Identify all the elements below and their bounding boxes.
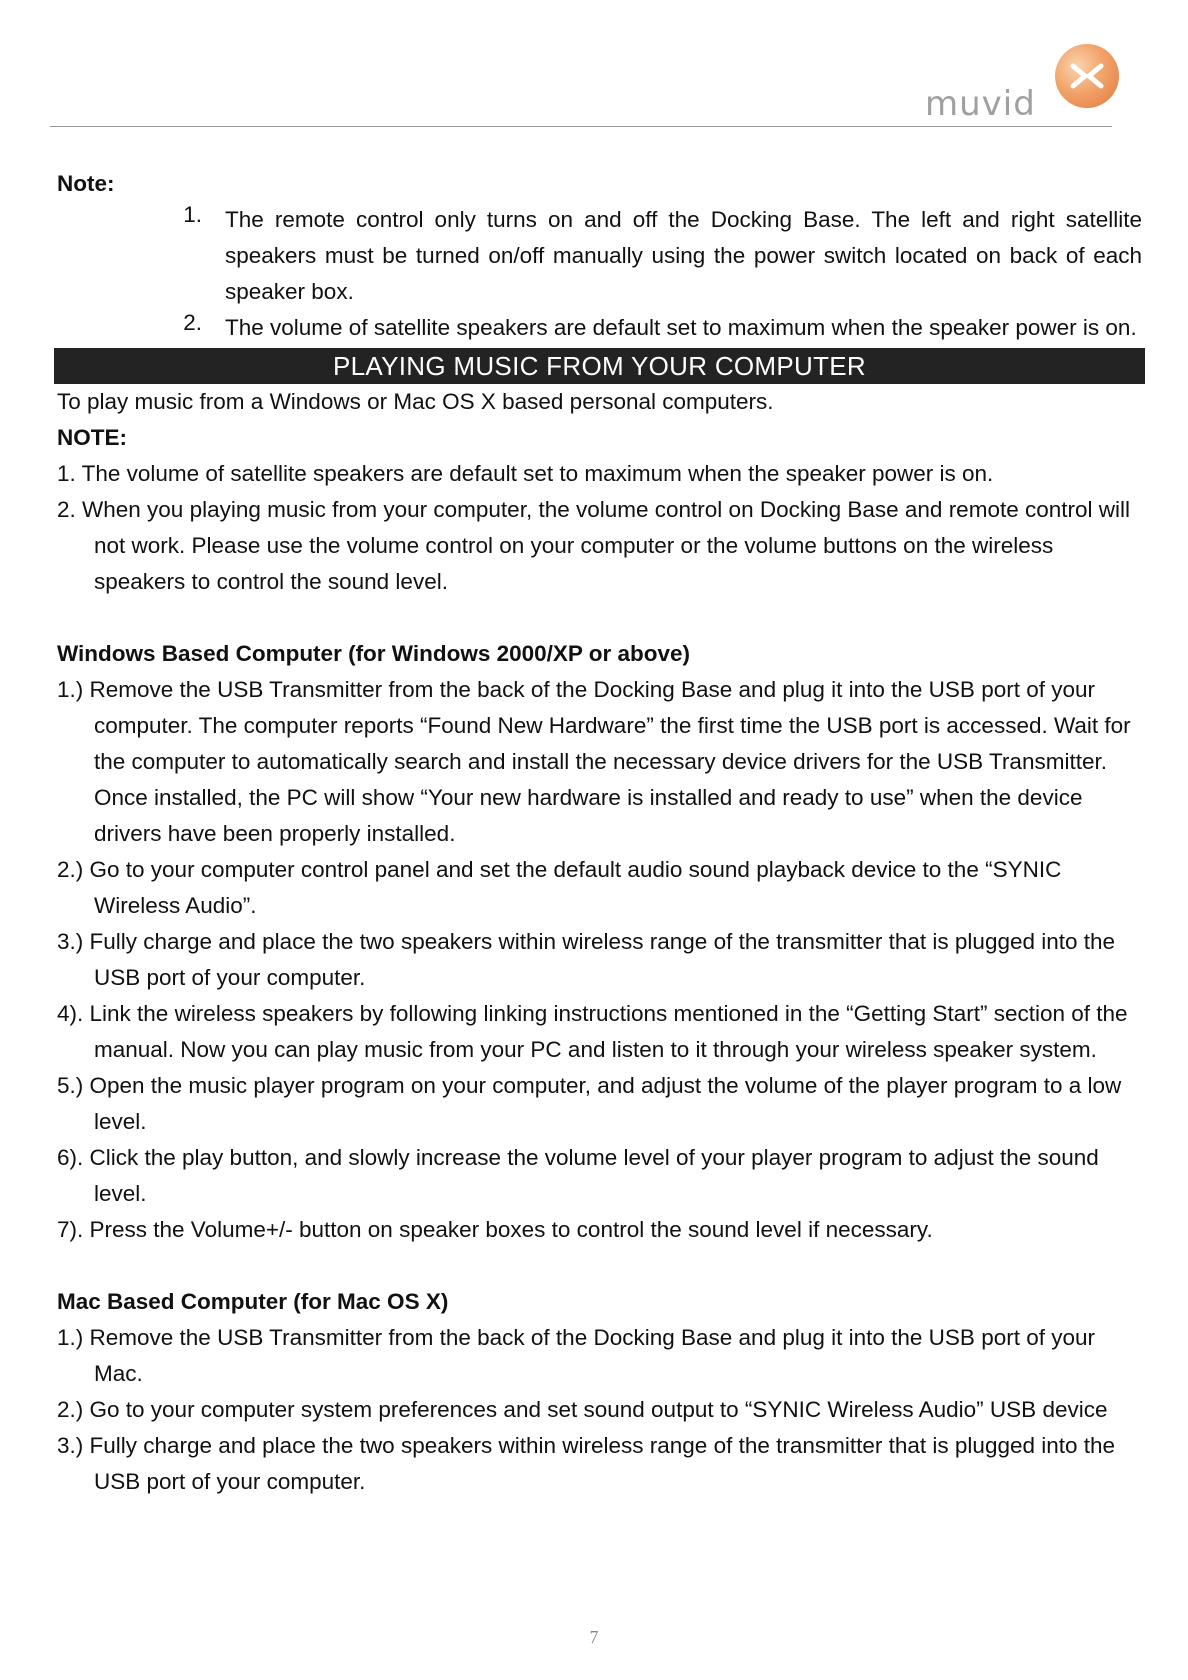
windows-step: 7). Press the Volume+/- button on speaker boxes to control the sound level if necessary. [57, 1217, 933, 1242]
mac-step: 3.) Fully charge and place the two speakers within wireless range of the transmitter that is plugged into the USB port of your computer. [57, 1433, 1116, 1494]
note-item: 2. The volume of satellite speakers are default set to maximum when the speaker power is on. [183, 310, 1137, 340]
logo-emblem-icon [1055, 44, 1119, 108]
windows-step: 6). Click the play button, and slowly increase the volume level of your player program to adjust the sound level. [57, 1145, 1099, 1206]
mac-step: 2.) Go to your computer system preferences and set sound output to “SYNIC Wireless Audio” USB device [57, 1397, 1108, 1422]
section-heading-banner: PLAYING MUSIC FROM YOUR COMPUTER [54, 348, 1145, 384]
page-content [57, 166, 1142, 1500]
windows-step: 1.) Remove the USB Transmitter from the back of the Docking Base and plug it into the USB port of your computer. The computer reports “Found New Hardware” the first time the USB port is accessed. Wait for the computer to automatically search and install the necessary device drivers for the USB Transmitter. Once installed, the PC will show “Your new hardware is installed and ready to use” when the device drivers have been properly installed. [57, 677, 1131, 846]
mac-step: 1.) Remove the USB Transmitter from the back of the Docking Base and plug it into the USB port of your Mac. [57, 1325, 1095, 1386]
windows-step: 5.) Open the music player program on your computer, and adjust the volume of the player program to a low level. [57, 1073, 1122, 1134]
muvid-logo [925, 42, 1125, 122]
header-divider [50, 126, 1112, 127]
note-title: Note: [57, 171, 115, 196]
windows-heading: Windows Based Computer (for Windows 2000/XP or above) [57, 641, 691, 666]
mac-heading: Mac Based Computer (for Mac OS X) [57, 1289, 449, 1314]
windows-step: 2.) Go to your computer control panel and set the default audio sound playback device to the “SYNIC Wireless Audio”. [57, 857, 1062, 918]
windows-step: 4). Link the wireless speakers by following linking instructions mentioned in the “Getting Start” section of the manual. Now you can play music from your PC and listen to it through your wireless speaker system. [57, 1001, 1128, 1062]
section-intro: To play music from a Windows or Mac OS X based personal computers. [57, 389, 774, 414]
windows-step: 3.) Fully charge and place the two speakers within wireless range of the transmitter that is plugged into the USB port of your computer. [57, 929, 1116, 990]
section-note-title: NOTE: [57, 425, 127, 450]
page-number: 7 [589, 1627, 599, 1647]
note-item: 1. The remote control only turns on and off the Docking Base. The left and right satellite speakers must be turned on/off manually using the power switch located on back of each speaker box. [183, 202, 1142, 304]
section-note-item: 1. The volume of satellite speakers are default set to maximum when the speaker power is on. [57, 461, 994, 486]
logo-wordmark: muvid [925, 84, 1036, 124]
section-note-item: 2. When you playing music from your computer, the volume control on Docking Base and remote control will not work. Please use the volume control on your computer or the volume buttons on the wireless speakers to control the sound level. [57, 497, 1131, 594]
